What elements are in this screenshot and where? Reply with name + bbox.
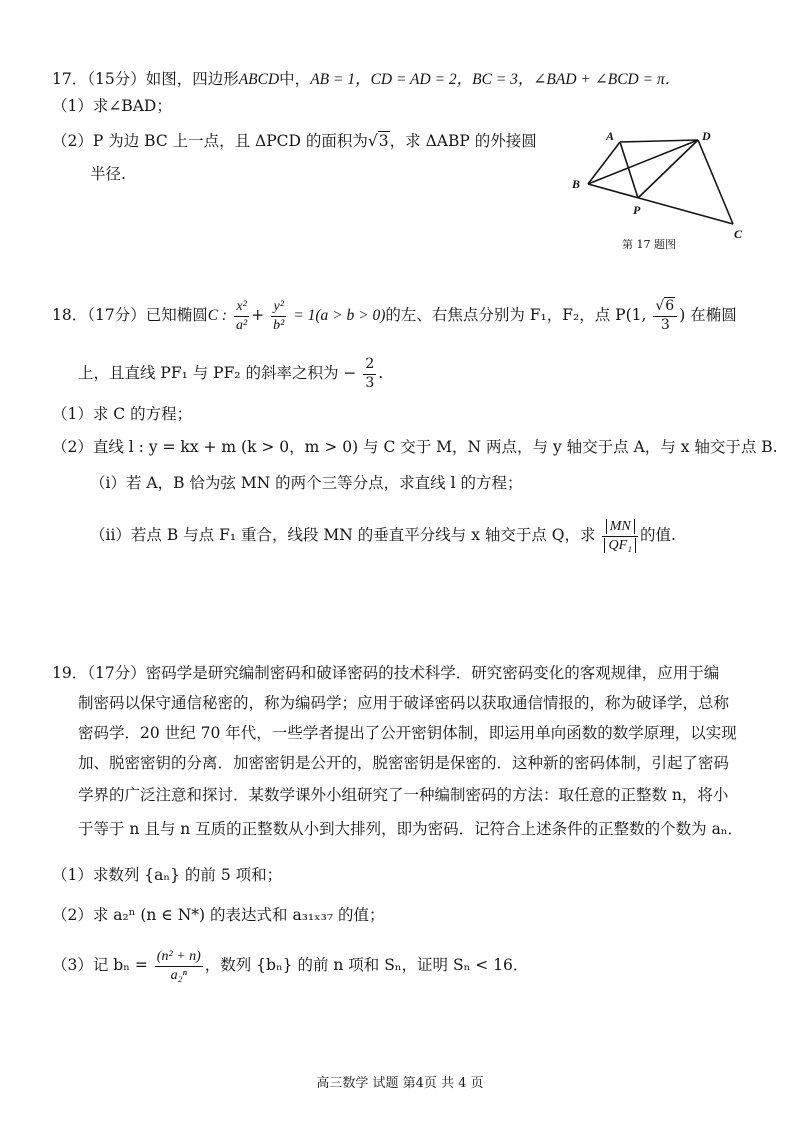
label-a: A	[606, 129, 615, 143]
q18-part-2-i: （i）若 A，B 恰为弦 MN 的两个三等分点，求直线 l 的方程；	[90, 474, 523, 492]
q17-line-1	[52, 70, 680, 90]
label-d: D	[702, 129, 711, 143]
q18-eq: = 1(a > b > 0)	[293, 307, 386, 324]
q18-c-colon: C :	[207, 307, 228, 324]
q18-pii-num: MN	[606, 519, 635, 534]
q18-line-2-a: 上，且直线 PF₁ 与 PF₂ 的斜率之积为 −	[78, 364, 357, 382]
q19-p3den: a₂ⁿ	[170, 967, 187, 983]
q17-part-1: （1）求∠BAD；	[52, 97, 172, 115]
q18-frac-y	[271, 298, 286, 334]
q18-pii-a: （ii）若点 B 与点 F₁ 重合，线段 MN 的垂直平分线与 x 轴交于点 Q，求	[90, 526, 596, 544]
q18-frac-2-3	[363, 356, 376, 392]
q19-part-3	[52, 948, 528, 984]
q18-line-2-b: .	[378, 364, 384, 382]
q18-three: 3	[660, 316, 670, 333]
q19-line-5: 学界的广泛注意和探讨．某数学课外小组研究了一种编制密码的方法：取任意的正整数 n，将小	[78, 786, 729, 804]
edge-ad	[620, 140, 698, 142]
q18-sqrt6: 6	[665, 298, 675, 314]
q17-conditions: AB = 1，CD = AD = 2，BC = 3，∠BAD + ∠BCD = π．	[310, 71, 681, 88]
q19-line-2: 制密码以保守通信秘密的，称为编码学；应用于破译密码以获取通信情报的，称为破译学，总称	[78, 694, 730, 712]
q19-line-1: 19．（17分）密码学是研究编制密码和破译密码的技术科学．研究密码变化的客观规律，应用于编	[52, 664, 720, 682]
q18-line-2	[78, 356, 383, 392]
edge-cb	[588, 184, 733, 224]
q18-frac-sqrt6: $\frac{√6}{3}$	[653, 298, 677, 334]
q18-part-2-ii	[90, 518, 676, 554]
label-b: B	[572, 177, 581, 191]
q19-p3num: (n² + n)	[155, 948, 203, 967]
q18-mid: 的左、右焦点分别为 F₁，F₂，点 P(1,	[385, 306, 647, 324]
q18-part-2: （2）直线 l : y = kx + m (k > 0，m > 0) 与 C 交于 M，N 两点，与 y 轴交于点 A，与 x 轴交于点 B.	[52, 438, 778, 456]
q18-l2den: 3	[365, 374, 375, 391]
label-c: C	[734, 227, 743, 241]
q19-p3-b: ，数列 {bₙ} 的前 n 项和 Sₙ，证明 Sₙ < 16．	[204, 956, 529, 974]
q18-pii-den: QF₁	[604, 538, 636, 553]
q17-quad-name: ABCD	[238, 71, 280, 88]
edge-dc	[698, 140, 733, 224]
q19-part-2: （2）求 a₂ⁿ (n ∈ N*) 的表达式和 a₃₁ₓ₃₇ 的值；	[52, 906, 385, 924]
q18-l2num: 2	[363, 356, 376, 375]
q17-zhong: 中，	[279, 70, 311, 88]
q19-p3-a: （3）记 bₙ =	[52, 956, 148, 974]
q17-figure	[568, 124, 758, 254]
q18-b2: b²	[273, 317, 285, 333]
q19-line-3: 密码学．20 世纪 70 年代，一些学者提出了公开密钥体制，即运用单向函数的数学原理，以实现	[78, 724, 737, 742]
q18-a2: a²	[236, 317, 248, 333]
q19-line-4: 加、脱密密钥的分离．加密密钥是公开的，脱密密钥是保密的．这种新的密码体制，引起了密码	[78, 754, 730, 772]
label-p: P	[633, 203, 641, 217]
q18-frac-x	[234, 298, 249, 334]
q19-line-6: 于等于 n 且与 n 互质的正整数从小到大排列，即为密码．记符合上述条件的正整数的个数为 aₙ．	[78, 820, 744, 838]
q18-plus: +	[251, 306, 265, 324]
q19-part-1: （1）求数列 {aₙ} 的前 5 项和；	[52, 866, 283, 884]
q17-figure-caption: 第 17 题图	[622, 238, 676, 251]
q19-frac-bn	[155, 948, 203, 984]
q17-head: 17．（15分）如图，四边形	[52, 70, 239, 88]
q17-sqrt3: 3	[378, 132, 389, 150]
segment-pd	[638, 140, 698, 198]
q18-part-1: （1）求 C 的方程；	[52, 405, 193, 423]
q17-part-2-a: （2）P 为边 BC 上一点，且 ΔPCD 的面积为	[52, 132, 368, 150]
q18-tail: ) 在椭圆	[679, 306, 737, 324]
q18-head: 18．（17分）已知椭圆	[52, 306, 208, 324]
page-footer: 高三数学 试题 第4页 共 4 页	[316, 1076, 484, 1091]
q17-part-2: （2）P 为边 BC 上一点，且 ΔPCD 的面积为√3，求 ΔABP 的外接圆	[52, 132, 537, 150]
q17-part-2-c: 半径.	[90, 165, 126, 183]
q18-y2: y²	[271, 298, 286, 317]
q18-pii-b: 的值.	[639, 526, 676, 544]
q18-frac-ratio	[602, 518, 638, 554]
q18-line-1	[52, 298, 737, 334]
q18-x2: x²	[234, 298, 249, 317]
q17-part-2-b: ，求 ΔABP 的外接圆	[389, 132, 537, 150]
